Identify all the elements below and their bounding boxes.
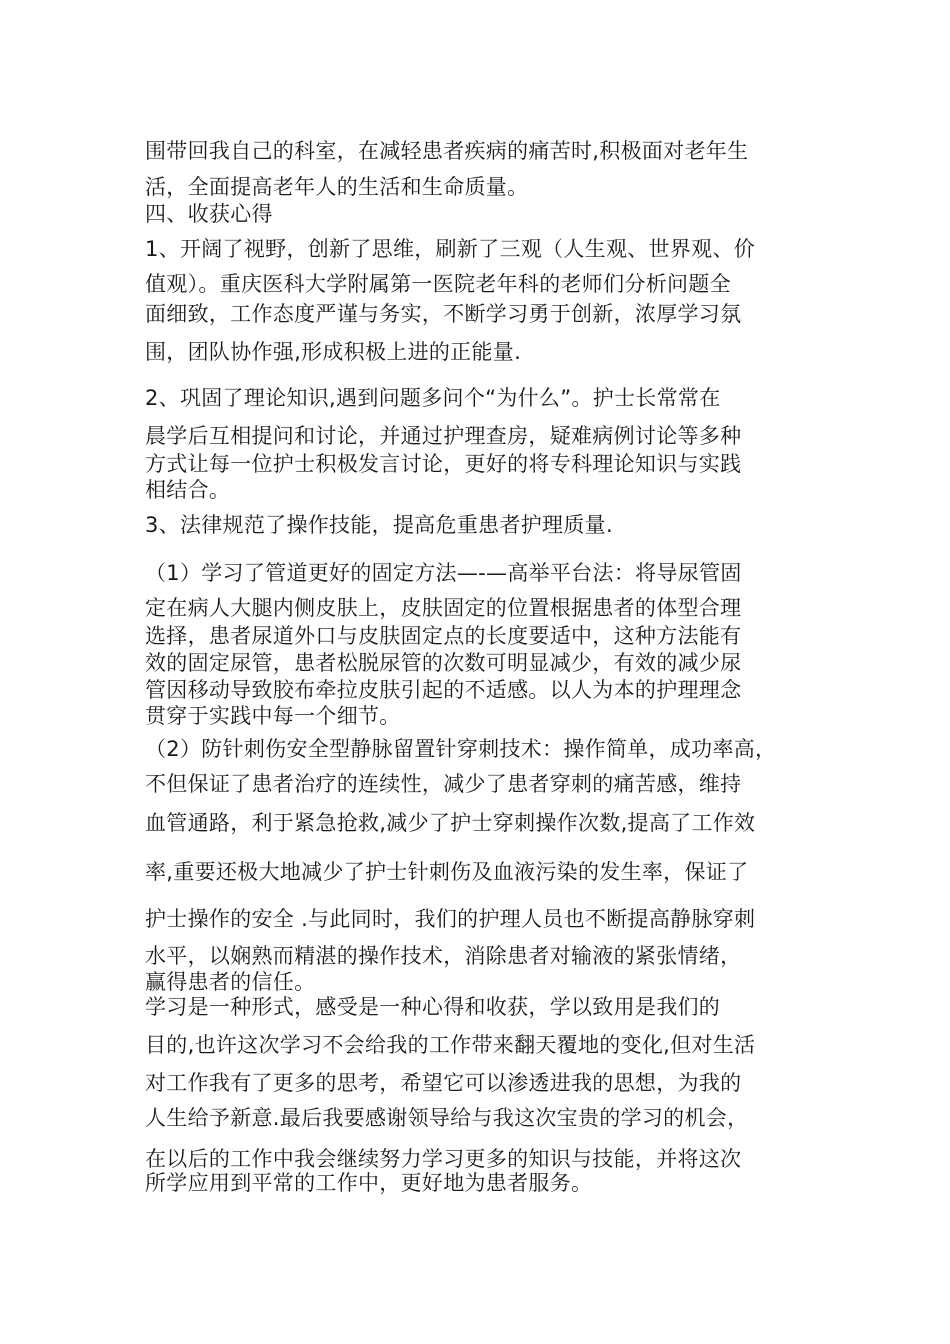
text-line: 围带回我自己的科室，在减轻患者疾病的痛苦时,积极面对老年生 — [145, 139, 749, 163]
text-line: （1）学习了管道更好的固定方法—-—高举平台法：将导尿管固 — [145, 561, 742, 585]
text-line: 贯穿于实践中每一个细节。 — [145, 704, 401, 728]
text-line: 活，全面提高老年人的生活和生命质量。 — [145, 175, 529, 199]
text-line: （2）防针刺伤安全型静脉留置针穿刺技术：操作简单，成功率高， — [145, 737, 777, 761]
text-line: 1、开阔了视野，创新了思维，刷新了三观（人生观、世界观、价 — [145, 237, 756, 261]
text-line: 所学应用到平常的工作中，更好地为患者服务。 — [145, 1171, 593, 1195]
text-line: 率,重要还极大地减少了护士针刺伤及血液污染的发生率，保证了 — [145, 860, 749, 884]
text-line: 值观）。重庆医科大学附属第一医院老年科的老师们分析问题全 — [145, 272, 731, 296]
text-line: 效的固定尿管，患者松脱尿管的次数可明显减少，有效的减少尿 — [145, 651, 742, 675]
text-line: 不但保证了患者治疗的连续性，减少了患者穿刺的痛苦感，维持 — [145, 772, 742, 796]
text-line: 晨学后互相提问和讨论，并通过护理查房，疑难病例讨论等多种 — [145, 424, 742, 448]
text-line: 血管通路，利于紧急抢救,减少了护士穿刺操作次数,提高了工作效 — [145, 811, 756, 835]
text-line: 3、法律规范了操作技能，提高危重患者护理质量. — [145, 513, 613, 537]
text-line: 水平，以娴熟而精湛的操作技术，消除患者对输液的紧张情绪， — [145, 944, 742, 968]
text-line: 2、巩固了理论知识,遇到问题多问个“为什么”。护士长常常在 — [145, 386, 721, 410]
text-line: 定在病人大腿内侧皮肤上，皮肤固定的位置根据患者的体型合理 — [145, 596, 742, 620]
text-line: 赢得患者的信任。 — [145, 970, 316, 994]
text-line: 管因移动导致胶布牵拉皮肤引起的不适感。以人为本的护理理念 — [145, 678, 742, 702]
text-line: 面细致，工作态度严谨与务实，不断学习勇于创新，浓厚学习氛 — [145, 302, 742, 326]
text-line: 学习是一种形式，感受是一种心得和收获，学以致用是我们的 — [145, 995, 721, 1019]
text-line: 目的,也许这次学习不会给我的工作带来翻天覆地的变化,但对生活 — [145, 1033, 756, 1057]
text-line: 选择，患者尿道外口与皮肤固定点的长度要适中，这种方法能有 — [145, 624, 742, 648]
text-line: 方式让每一位护士积极发言讨论，更好的将专科理论知识与实践 — [145, 452, 742, 476]
text-line: 在以后的工作中我会继续努力学习更多的知识与技能，并将这次 — [145, 1147, 742, 1171]
text-line: 护士操作的安全 .与此同时，我们的护理人员也不断提高静脉穿刺 — [145, 907, 756, 931]
section-heading: 四、收获心得 — [145, 202, 273, 226]
text-line: 人生给予新意.最后我要感谢领导给与我这次宝贵的学习的机会， — [145, 1106, 749, 1130]
text-line: 对工作我有了更多的思考，希望它可以渗透进我的思想，为我的 — [145, 1071, 742, 1095]
text-line: 围，团队协作强,形成积极上进的正能量. — [145, 340, 522, 364]
text-line: 相结合。 — [145, 478, 231, 502]
